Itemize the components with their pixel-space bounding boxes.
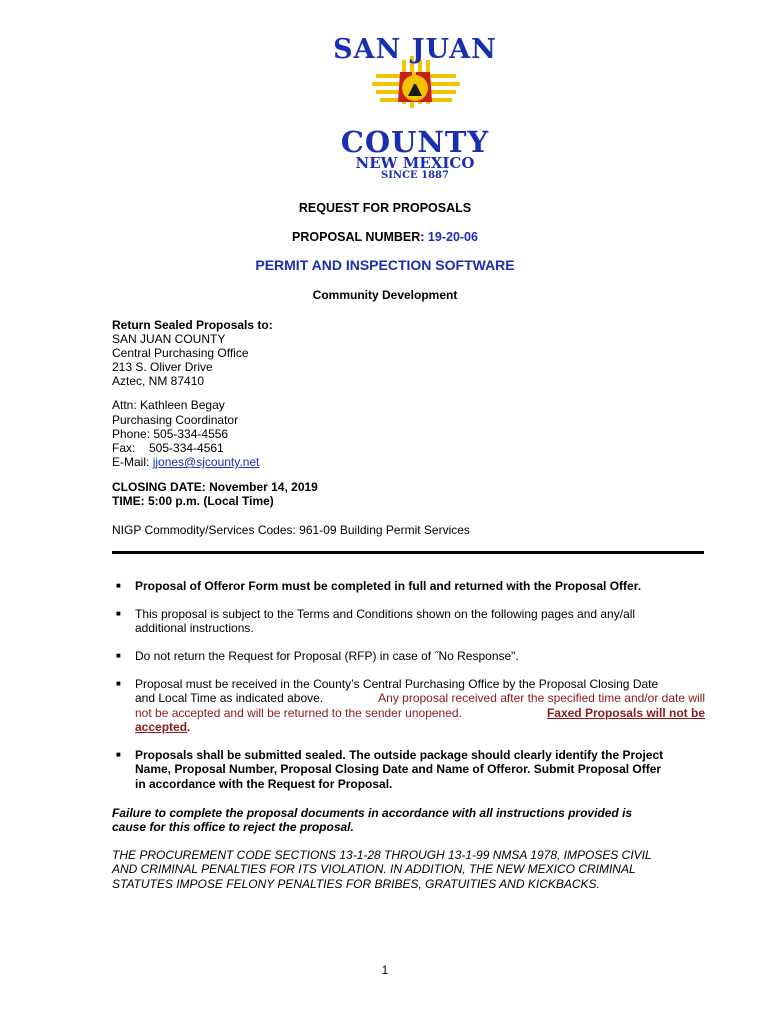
contact-phone: Phone: 505-334-4556 (112, 427, 229, 441)
bullet-receipt-line (135, 691, 705, 705)
bullet-terms (135, 607, 705, 636)
bullet-offeror-form: Proposal of Offeror Form must be completed in full and returned with the Proposal Offer. (135, 579, 642, 593)
logo-line-san-juan: SAN JUAN (333, 34, 497, 65)
procurement-line: STATUTES IMPOSE FELONY PENALTIES FOR BRIBES, GRATUITIES AND KICKBACKS. (112, 876, 600, 891)
bullet-sealed-line: Name, Proposal Number, Proposal Closing Date and Name of Offeror. Submit Proposal Offer (135, 762, 662, 777)
address-line: Aztec, NM 87410 (112, 374, 205, 388)
logo-line-since: SINCE 1887 (381, 170, 449, 181)
bullet-receipt-line: Proposal must be received in the County’s Central Purchasing Office by the Proposal Closing Date (135, 677, 659, 691)
address-line: SAN JUAN COUNTY (112, 332, 226, 346)
bullet-receipt-warning: Any proposal received after the specified time and/or date will (378, 691, 705, 706)
bullet-receipt-line (135, 706, 705, 720)
bullet-sealed (135, 748, 705, 791)
bullet-terms-line: additional instructions. (135, 621, 254, 636)
proposal-number-line (0, 230, 770, 244)
county-logo (330, 32, 500, 182)
bullet-no-response: Do not return the Request for Proposal (RFP) in case of ˝No Response". (135, 649, 519, 663)
proposal-number-label: PROPOSAL NUMBER: (292, 230, 425, 244)
return-heading: Return Sealed Proposals to: (112, 318, 273, 332)
contact-title: Purchasing Coordinator (112, 413, 239, 427)
bullet-sealed-line: in accordance with the Request for Proposal. (135, 776, 393, 791)
contact-attn: Attn: Kathleen Begay (112, 398, 225, 412)
bullet-receipt (135, 677, 705, 735)
rfp-subject: PERMIT AND INSPECTION SOFTWARE (255, 257, 515, 273)
period: . (187, 720, 191, 735)
failure-note (112, 806, 704, 835)
page-number: 1 (381, 963, 389, 977)
bullet-marker: ■ (116, 679, 121, 688)
logo-line-new-mexico: NEW MEXICO (355, 154, 475, 172)
fax-label: Fax: (112, 441, 136, 455)
contact-email (112, 455, 259, 469)
document-title: REQUEST FOR PROPOSALS (298, 201, 472, 215)
email-label: E-Mail: (112, 455, 150, 469)
bullet-sealed-line: Proposals shall be submitted sealed. The outside package should clearly identify the Project (135, 748, 664, 762)
department: Community Development (312, 288, 458, 302)
procurement-line: THE PROCUREMENT CODE SECTIONS 13-1-28 THROUGH 13-1-99 NMSA 1978, IMPOSES CIVIL (112, 848, 652, 862)
logo-line-county: COUNTY (340, 125, 490, 159)
closing-date: CLOSING DATE: November 14, 2019 (112, 480, 318, 494)
address-line: 213 S. Oliver Drive (112, 360, 213, 374)
bullet-terms-line: This proposal is subject to the Terms and Conditions shown on the following pages and any/all (135, 607, 636, 621)
divider (112, 551, 704, 554)
bullet-receipt-text: and Local Time as indicated above. (135, 691, 324, 706)
faxed-warning: Faxed Proposals will not be (546, 705, 705, 720)
bullet-marker: ■ (116, 651, 121, 660)
address-line: Central Purchasing Office (112, 346, 249, 360)
faxed-warning-end: accepted (135, 720, 188, 735)
procurement-code (112, 848, 704, 891)
bullet-marker: ■ (116, 750, 121, 759)
nigp-codes: NIGP Commodity/Services Codes: 961-09 Building Permit Services (112, 523, 470, 537)
closing-time: TIME: 5:00 p.m. (Local Time) (112, 494, 274, 508)
proposal-number: 19-20-06 (427, 230, 478, 244)
email-link[interactable]: jjones@sjcounty.net (152, 455, 260, 469)
bullet-receipt-warning: not be accepted and will be returned to the sender unopened. (135, 705, 462, 720)
procurement-line: AND CRIMINAL PENALTIES FOR ITS VIOLATION. IN ADDITION, THE NEW MEXICO CRIMINAL (112, 862, 636, 877)
failure-note-line: cause for this office to reject the proposal. (112, 820, 354, 835)
bullet-marker: ■ (116, 581, 121, 590)
bullet-marker: ■ (116, 609, 121, 618)
contact-fax (112, 441, 224, 455)
bullet-receipt-line (135, 720, 705, 734)
fax-number: 505-334-4561 (149, 441, 224, 455)
failure-note-line: Failure to complete the proposal documents in accordance with all instructions provided is (112, 806, 633, 820)
